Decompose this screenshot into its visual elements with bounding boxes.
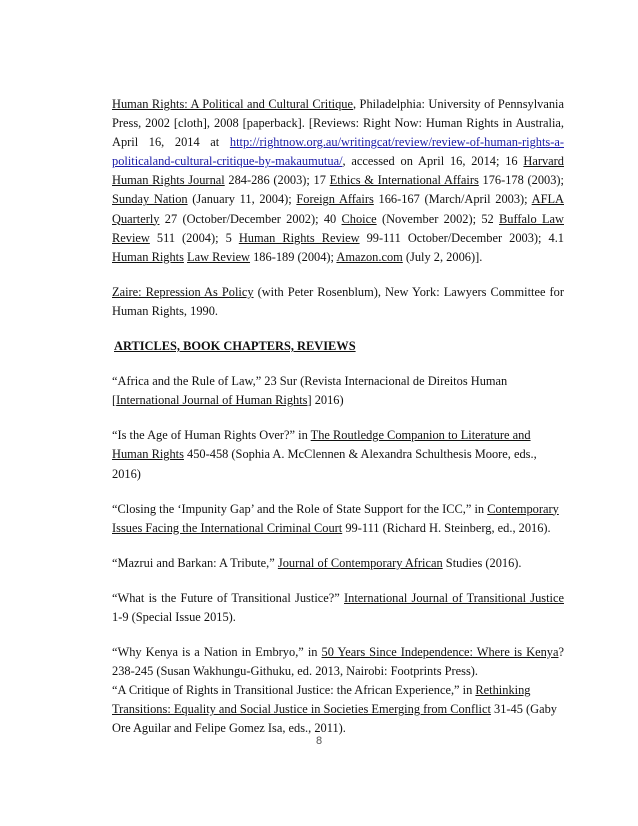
zaire-title: Zaire: Repression As Policy [112,284,254,299]
page-number: 8 [315,735,323,747]
review-link[interactable]: http://rightnow.org.au/writingcat/review/review-of-human-rights-a-politicaland-cultural-critique-by-makaumutua/ [112,135,564,169]
article-age-of-human-rights: “Is the Age of Human Rights Over?” in The Routledge Companion to Literature and Human Rights 450-458 (Sophia A. McClennen & Alexandra Schulthesis Moore, eds., 2016) [112,428,537,481]
citation-zaire: Zaire: Repression As Policy (with Peter Rosenblum), New York: Lawyers Committee for Human Rights, 1990. [112,284,564,318]
article-kenya-embryo: “Why Kenya is a Nation in Embryo,” in 50 Years Since Independence: Where is Kenya? 238-245 (Susan Wakhungu-Githuku, ed. 2013, Nairobi: Footprints Press). [112,645,564,679]
document-body [112,95,564,755]
citation-human-rights-book: Human Rights: A Political and Cultural Critique, Philadelphia: University of Pennsylvania Press, 2002 [cloth], 2008 [paperback]. [Reviews: Right Now: Human Rights in Australia, April 16, 2014 at http://rightnow.org.au/writingcat/review/review-of-human-rights-a-politicaland-cultural-critique-by-makaumutua/, accessed on April 16, 2014; 16 Harvard Human Rights Journal 284-286 (2003); 17 Ethics & International Affairs 176-178 (2003); Sunday Nation (January 11, 2004); Foreign Affairs 166-167 (March/April 2003); AFLA Quarterly 27 (October/December 2002); 40 Choice (November 2002); 52 Buffalo Law Review 511 (2004); 5 Human Rights Review 99-111 October/December 2003); 4.1 Human Rights Law Review 186-189 (2004); Amazon.com (July 2, 2006)]. [112,97,565,264]
book-title: Human Rights: A Political and Cultural Critique [112,97,353,111]
article-impunity-gap: “Closing the ‘Impunity Gap’ and the Role of State Support for the ICC,” in Contemporary Issues Facing the International Criminal Court 99-111 (Richard H. Steinberg, ed., 2016). [112,501,559,535]
section-heading: ARTICLES, BOOK CHAPTERS, REVIEWS [114,339,356,354]
article-mazrui-barkan: “Mazrui and Barkan: A Tribute,” Journal of Contemporary African Studies (2016). [112,555,522,570]
article-transitional-justice: “What is the Future of Transitional Justice?” International Journal of Transitional Justice 1-9 (Special Issue 2015). [112,590,564,624]
article-africa-rule-of-law: “Africa and the Rule of Law,” 23 Sur (Revista Internacional de Direitos Human [International Journal of Human Rights] 2016) [112,374,508,408]
article-critique-of-rights: “A Critique of Rights in Transitional Justice: the African Experience,” in Rethinking Transitions: Equality and Social Justice in Societies Emerging from Conflict 31-45 (Gaby Ore Aguilar and Felipe Gomez Isa, eds., 2011). [112,683,557,736]
